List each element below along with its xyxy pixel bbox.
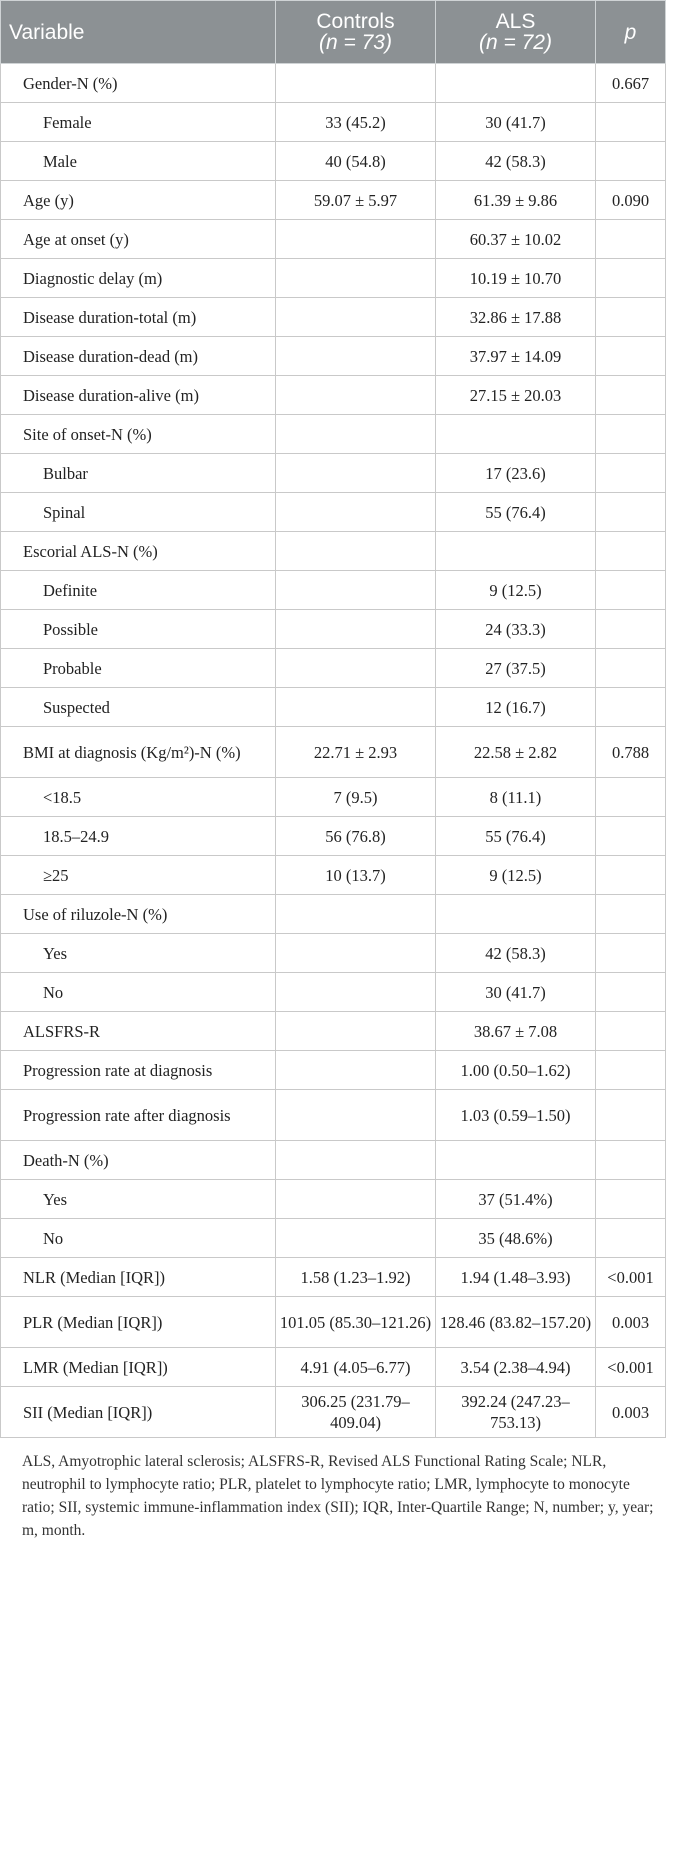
- controls-value: 22.71 ± 2.93: [276, 727, 436, 778]
- als-value: 1.94 (1.48–3.93): [436, 1258, 596, 1297]
- controls-value: 1.58 (1.23–1.92): [276, 1258, 436, 1297]
- als-value: 3.54 (2.38–4.94): [436, 1348, 596, 1387]
- controls-value: [276, 934, 436, 973]
- als-value: 55 (76.4): [436, 493, 596, 532]
- p-value: [596, 610, 666, 649]
- row-label: Progression rate after diagnosis: [1, 1090, 276, 1141]
- controls-value: [276, 688, 436, 727]
- controls-value: 101.05 (85.30–121.26): [276, 1297, 436, 1348]
- als-value: 128.46 (83.82–157.20): [436, 1297, 596, 1348]
- p-value: [596, 778, 666, 817]
- table-row: [1, 532, 666, 571]
- p-value: [596, 103, 666, 142]
- table-row: [1, 103, 666, 142]
- controls-value: [276, 610, 436, 649]
- table-row: [1, 1090, 666, 1141]
- als-value: 9 (12.5): [436, 856, 596, 895]
- als-value: 9 (12.5): [436, 571, 596, 610]
- table-row: [1, 973, 666, 1012]
- p-value: 0.003: [596, 1387, 666, 1438]
- row-label: Gender-N (%): [1, 64, 276, 103]
- als-value: 30 (41.7): [436, 973, 596, 1012]
- table-row: [1, 220, 666, 259]
- table-row: [1, 817, 666, 856]
- p-value: [596, 493, 666, 532]
- controls-value: [276, 415, 436, 454]
- row-label: Escorial ALS-N (%): [1, 532, 276, 571]
- row-label: Age (y): [1, 181, 276, 220]
- p-value: [596, 1051, 666, 1090]
- header-controls-n: (n = 73): [319, 31, 392, 54]
- row-label: <18.5: [1, 778, 276, 817]
- header-variable: Variable: [1, 1, 276, 64]
- row-label: Progression rate at diagnosis: [1, 1051, 276, 1090]
- p-value: [596, 688, 666, 727]
- controls-value: [276, 1090, 436, 1141]
- table-header: [1, 1, 666, 64]
- controls-value: 10 (13.7): [276, 856, 436, 895]
- controls-value: [276, 532, 436, 571]
- p-value: [596, 817, 666, 856]
- table-body: [1, 64, 666, 1438]
- p-value: 0.788: [596, 727, 666, 778]
- controls-value: 4.91 (4.05–6.77): [276, 1348, 436, 1387]
- row-label: Site of onset-N (%): [1, 415, 276, 454]
- als-value: 27 (37.5): [436, 649, 596, 688]
- als-value: 32.86 ± 17.88: [436, 298, 596, 337]
- p-value: [596, 1012, 666, 1051]
- row-label: Yes: [1, 1180, 276, 1219]
- p-value: [596, 1180, 666, 1219]
- row-label: Male: [1, 142, 276, 181]
- table-footnote: ALS, Amyotrophic lateral sclerosis; ALSFRS-R, Revised ALS Functional Rating Scale; NLR, neutrophil to lymphocyte ratio; PLR, platelet to lymphocyte ratio; LMR, lymphocyte to monocyte ratio; SII, systemic immune-inflammation index (SII); IQR, Inter-Quartile Range; N, number; y, year; m, month.: [22, 1453, 654, 1539]
- table-row: [1, 1180, 666, 1219]
- controls-value: [276, 1219, 436, 1258]
- als-value: 1.00 (0.50–1.62): [436, 1051, 596, 1090]
- table-row: [1, 727, 666, 778]
- controls-value: 7 (9.5): [276, 778, 436, 817]
- p-value: 0.003: [596, 1297, 666, 1348]
- p-value: [596, 532, 666, 571]
- controls-value: [276, 259, 436, 298]
- p-value: <0.001: [596, 1348, 666, 1387]
- als-value: 37 (51.4%): [436, 1180, 596, 1219]
- controls-value: [276, 895, 436, 934]
- p-value: [596, 649, 666, 688]
- row-label: Disease duration-alive (m): [1, 376, 276, 415]
- als-value: 10.19 ± 10.70: [436, 259, 596, 298]
- row-label: Female: [1, 103, 276, 142]
- row-label: ≥25: [1, 856, 276, 895]
- controls-value: [276, 337, 436, 376]
- row-label: Possible: [1, 610, 276, 649]
- row-label: Disease duration-total (m): [1, 298, 276, 337]
- table-row: [1, 649, 666, 688]
- row-label: Use of riluzole-N (%): [1, 895, 276, 934]
- controls-value: [276, 1012, 436, 1051]
- als-value: 8 (11.1): [436, 778, 596, 817]
- row-label: Definite: [1, 571, 276, 610]
- als-value: 30 (41.7): [436, 103, 596, 142]
- table-row: [1, 337, 666, 376]
- table-row: [1, 1348, 666, 1387]
- table-row: [1, 64, 666, 103]
- p-value: [596, 973, 666, 1012]
- p-value: [596, 571, 666, 610]
- table-row: [1, 142, 666, 181]
- table-row: [1, 1387, 666, 1438]
- table-row: [1, 454, 666, 493]
- table-row: [1, 1297, 666, 1348]
- row-label: Age at onset (y): [1, 220, 276, 259]
- row-label: Death-N (%): [1, 1141, 276, 1180]
- controls-value: [276, 571, 436, 610]
- p-value: [596, 1219, 666, 1258]
- p-value: [596, 934, 666, 973]
- table-row: [1, 895, 666, 934]
- controls-value: 33 (45.2): [276, 103, 436, 142]
- controls-value: 59.07 ± 5.97: [276, 181, 436, 220]
- als-value: 55 (76.4): [436, 817, 596, 856]
- row-label: ALSFRS-R: [1, 1012, 276, 1051]
- als-value: 1.03 (0.59–1.50): [436, 1090, 596, 1141]
- row-label: No: [1, 973, 276, 1012]
- p-value: [596, 220, 666, 259]
- controls-value: 40 (54.8): [276, 142, 436, 181]
- table-row: [1, 493, 666, 532]
- header-controls: [276, 1, 436, 64]
- table-row: [1, 1051, 666, 1090]
- p-value: [596, 454, 666, 493]
- controls-value: [276, 649, 436, 688]
- row-label: PLR (Median [IQR]): [1, 1297, 276, 1348]
- p-value: [596, 376, 666, 415]
- p-value: 0.667: [596, 64, 666, 103]
- table-row: [1, 1141, 666, 1180]
- controls-value: [276, 64, 436, 103]
- table-row: [1, 571, 666, 610]
- controls-value: [276, 1141, 436, 1180]
- controls-value: [276, 1051, 436, 1090]
- row-label: No: [1, 1219, 276, 1258]
- table-row: [1, 1258, 666, 1297]
- p-value: <0.001: [596, 1258, 666, 1297]
- table-row: [1, 376, 666, 415]
- als-value: 392.24 (247.23–753.13): [436, 1387, 596, 1438]
- als-value: [436, 1141, 596, 1180]
- als-value: 17 (23.6): [436, 454, 596, 493]
- controls-value: [276, 1180, 436, 1219]
- header-controls-label: Controls: [316, 10, 395, 33]
- header-als-n: (n = 72): [479, 31, 552, 54]
- als-value: 24 (33.3): [436, 610, 596, 649]
- controls-value: [276, 376, 436, 415]
- als-value: [436, 532, 596, 571]
- controls-value: [276, 493, 436, 532]
- row-label: Bulbar: [1, 454, 276, 493]
- table-row: [1, 778, 666, 817]
- p-value: [596, 142, 666, 181]
- controls-value: 306.25 (231.79–409.04): [276, 1387, 436, 1438]
- p-value: [596, 1090, 666, 1141]
- p-value: [596, 415, 666, 454]
- table-row: [1, 1012, 666, 1051]
- als-value: 38.67 ± 7.08: [436, 1012, 596, 1051]
- row-label: Disease duration-dead (m): [1, 337, 276, 376]
- controls-value: [276, 973, 436, 1012]
- table-row: [1, 856, 666, 895]
- als-value: 22.58 ± 2.82: [436, 727, 596, 778]
- p-value: 0.090: [596, 181, 666, 220]
- table-row: [1, 298, 666, 337]
- als-value: [436, 895, 596, 934]
- header-als-label: ALS: [495, 10, 536, 33]
- row-label: Probable: [1, 649, 276, 688]
- controls-value: [276, 454, 436, 493]
- table-row: [1, 1219, 666, 1258]
- als-value: [436, 64, 596, 103]
- header-p: p: [596, 1, 666, 64]
- als-value: 35 (48.6%): [436, 1219, 596, 1258]
- als-value: 42 (58.3): [436, 142, 596, 181]
- controls-value: [276, 298, 436, 337]
- als-value: [436, 415, 596, 454]
- table-row: [1, 610, 666, 649]
- header-row: [1, 1, 666, 64]
- header-als: [436, 1, 596, 64]
- row-label: Yes: [1, 934, 276, 973]
- als-value: 42 (58.3): [436, 934, 596, 973]
- table-row: [1, 688, 666, 727]
- table-row: [1, 934, 666, 973]
- p-value: [596, 856, 666, 895]
- als-value: 12 (16.7): [436, 688, 596, 727]
- p-value: [596, 259, 666, 298]
- table-row: [1, 415, 666, 454]
- row-label: LMR (Median [IQR]): [1, 1348, 276, 1387]
- p-value: [596, 1141, 666, 1180]
- row-label: Spinal: [1, 493, 276, 532]
- p-value: [596, 895, 666, 934]
- row-label: NLR (Median [IQR]): [1, 1258, 276, 1297]
- als-value: 27.15 ± 20.03: [436, 376, 596, 415]
- row-label: Diagnostic delay (m): [1, 259, 276, 298]
- controls-value: [276, 220, 436, 259]
- p-value: [596, 337, 666, 376]
- table-row: [1, 259, 666, 298]
- row-label: 18.5–24.9: [1, 817, 276, 856]
- controls-value: 56 (76.8): [276, 817, 436, 856]
- row-label: SII (Median [IQR]): [1, 1387, 276, 1438]
- als-value: 61.39 ± 9.86: [436, 181, 596, 220]
- als-value: 37.97 ± 14.09: [436, 337, 596, 376]
- table-row: [1, 181, 666, 220]
- p-value: [596, 298, 666, 337]
- row-label: Suspected: [1, 688, 276, 727]
- als-value: 60.37 ± 10.02: [436, 220, 596, 259]
- row-label: BMI at diagnosis (Kg/m²)-N (%): [1, 727, 276, 778]
